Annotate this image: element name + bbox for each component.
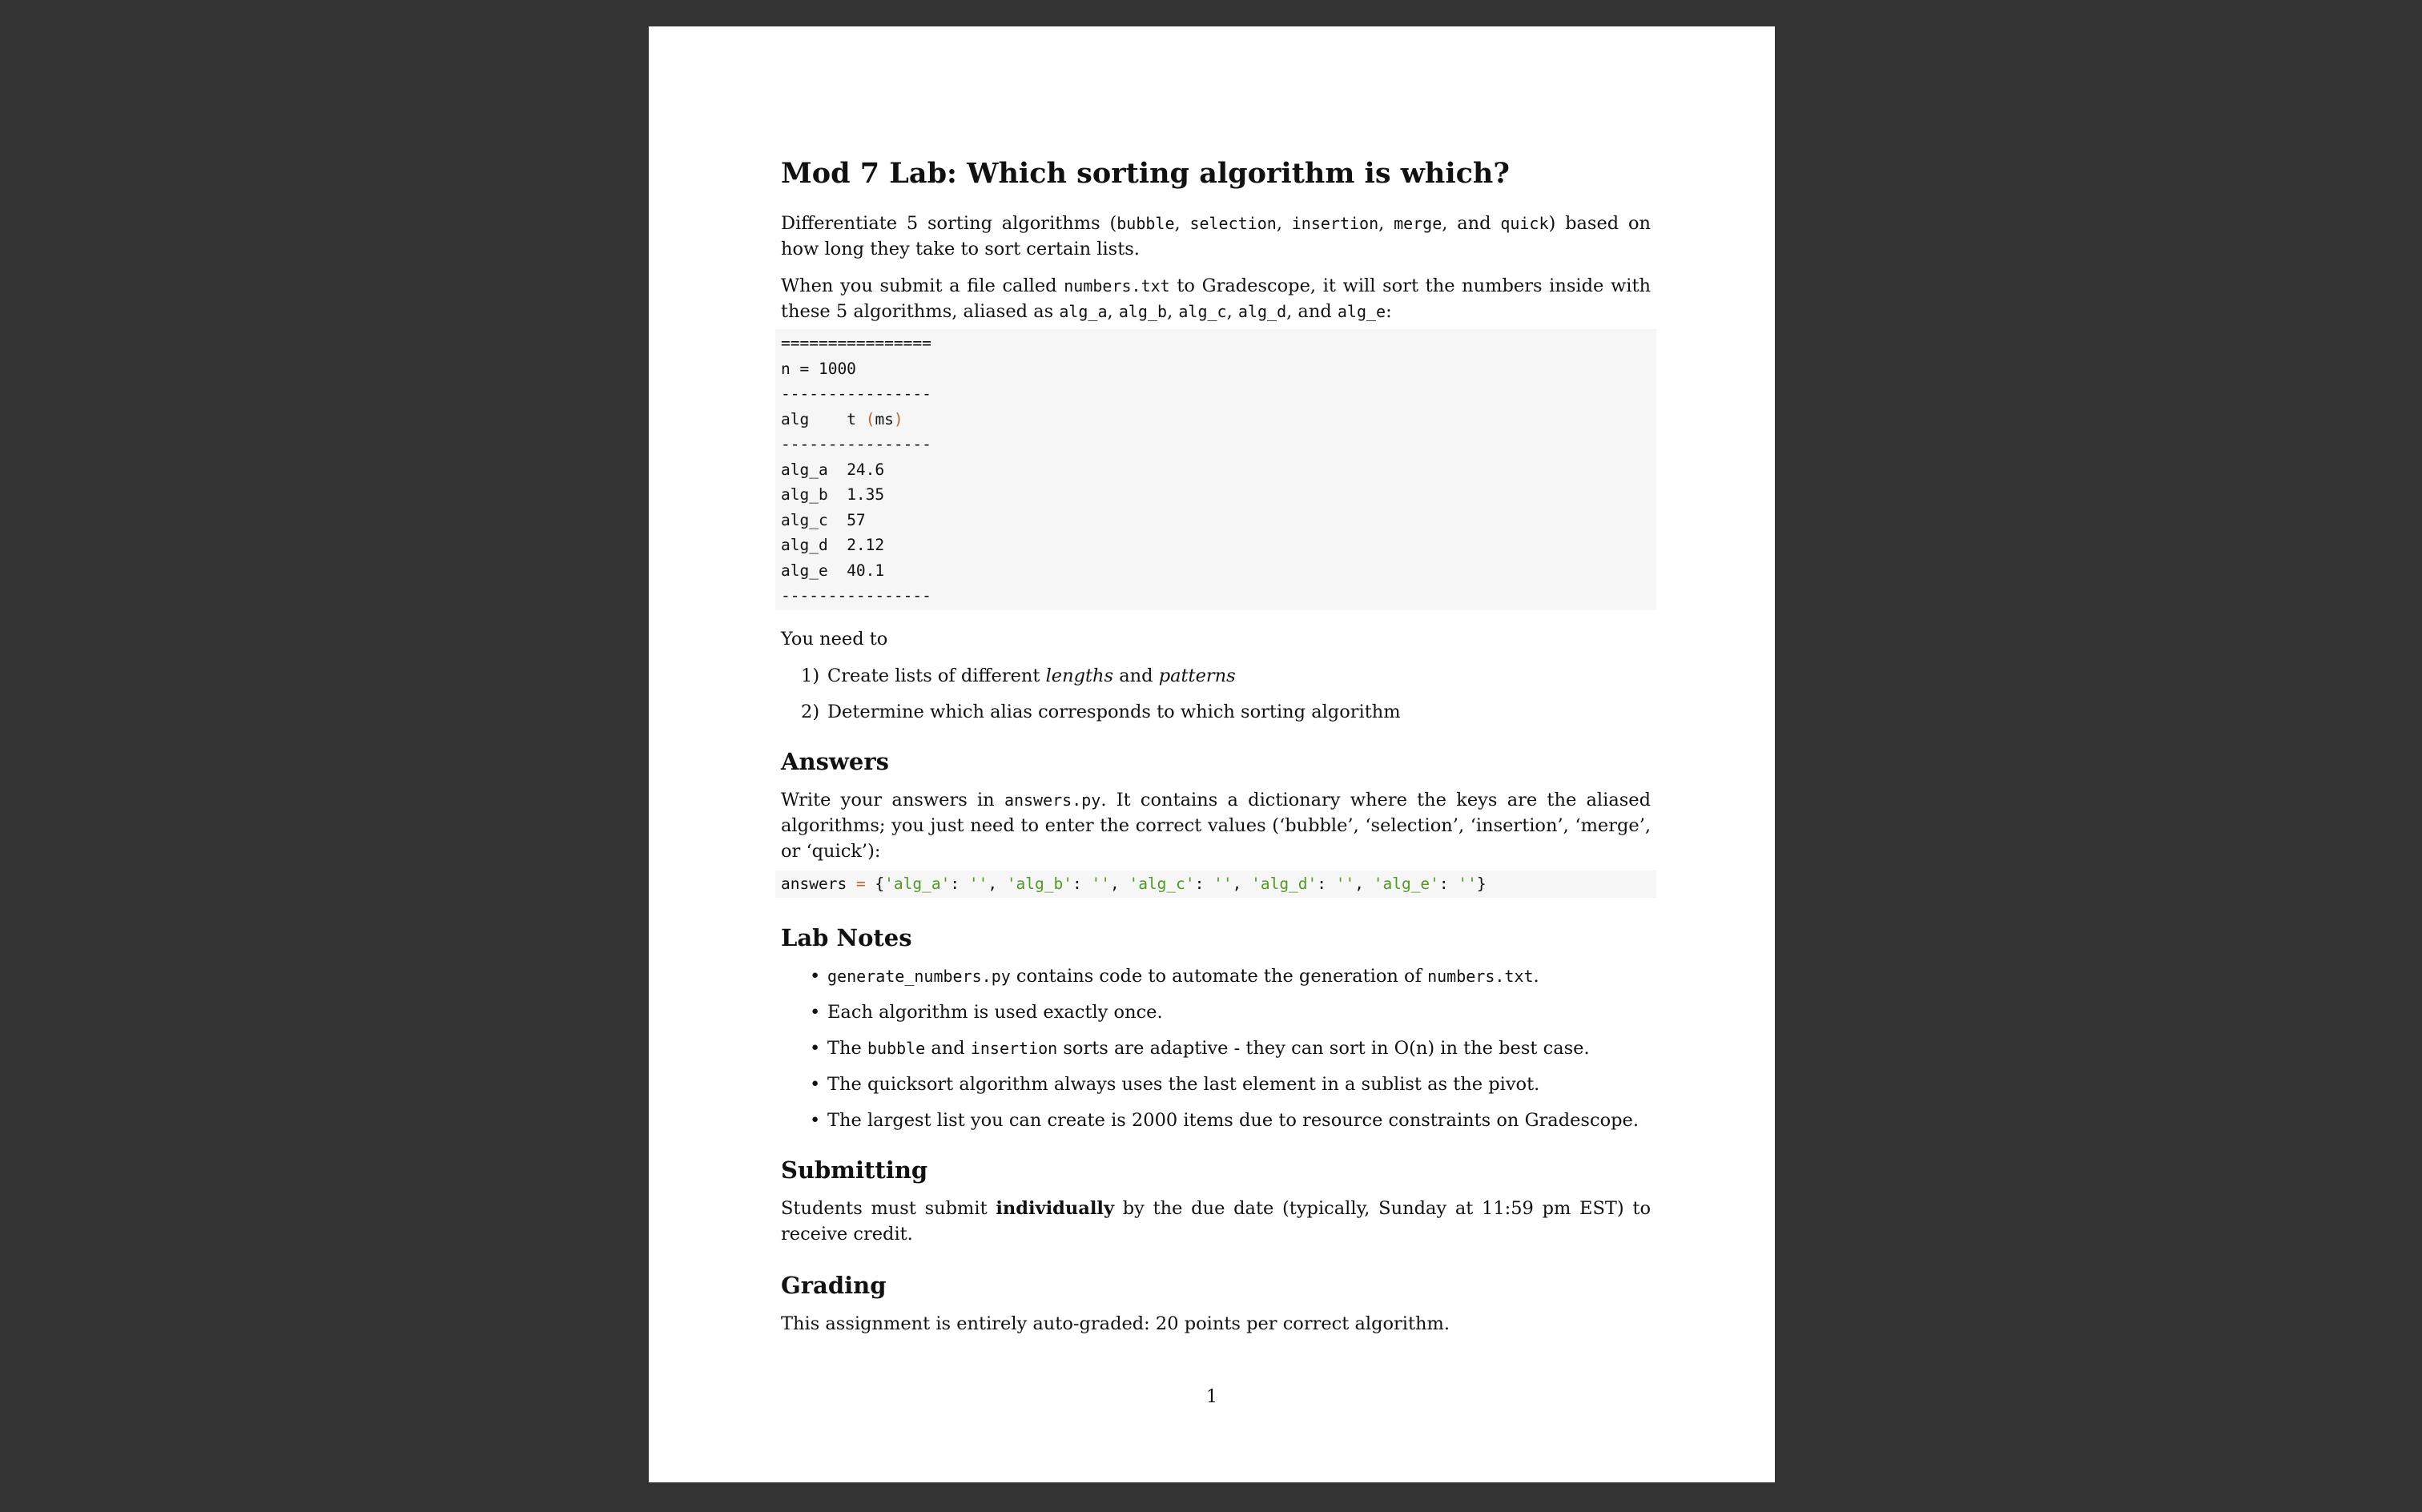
inline-code: answers.py (1004, 790, 1101, 810)
text: Create lists of different (827, 665, 1046, 686)
inline-code: merge (1394, 214, 1442, 233)
inline-code: bubble (867, 1038, 926, 1058)
list-item (781, 1108, 1651, 1133)
text: and (1113, 665, 1159, 686)
timing-row (781, 533, 1651, 558)
text: Differentiate 5 sorting algorithms ( (781, 213, 1117, 234)
lab-notes-heading: Lab Notes (781, 923, 912, 951)
code-operator: = (855, 874, 866, 893)
submitting-paragraph (781, 1196, 1651, 1247)
text: and (925, 1037, 971, 1059)
answers-code-block: answers = {'alg_a': '', 'alg_b': '', 'alg_c': '', 'alg_d': '', 'alg_e': ''} (775, 871, 1656, 898)
code-variable: answers (781, 874, 847, 893)
text: contains code to automate the generation of (1010, 965, 1428, 987)
inline-code: numbers.txt (1064, 276, 1170, 296)
timing-row (781, 558, 1651, 584)
answers-paragraph (781, 787, 1651, 864)
text: Write your answers in (781, 789, 1004, 810)
code-value: '' (968, 874, 988, 893)
inline-code: quick (1500, 214, 1549, 233)
paren: ) (893, 409, 903, 428)
bold-text: individually (996, 1197, 1115, 1219)
text: ) based on how long they take to sort certain lists. (781, 213, 1651, 259)
inline-code: insertion (1291, 214, 1379, 233)
timing-rows (781, 457, 1651, 584)
list-item: • generate_numbers.py contains code to automate the generation of numbers.txt. (781, 963, 1651, 989)
code-key: 'alg_d' (1251, 874, 1318, 893)
timing-row (781, 482, 1651, 508)
alg-time: 57 (847, 510, 866, 529)
text: Determine which alias corresponds to which sorting algorithm (827, 701, 1401, 722)
text: The quicksort algorithm always uses the last element in a sublist as the pivot. (827, 1073, 1540, 1095)
alg-time: 24.6 (847, 460, 885, 479)
inline-code: alg_e (1337, 302, 1386, 321)
intro-paragraph-1: Differentiate 5 sorting algorithms (bubble, selection, insertion, merge, and quick) based on how long they take to sort certain lists. (781, 213, 1651, 259)
inline-code: selection (1189, 214, 1277, 233)
code-key: 'alg_b' (1006, 874, 1072, 893)
bullet: • (810, 1037, 821, 1059)
header-unit: ms (875, 409, 894, 428)
task-list (781, 663, 1651, 725)
header-alg: alg (781, 409, 810, 428)
submitting-heading: Submitting (781, 1156, 928, 1184)
bullet: • (810, 965, 821, 987)
lab-notes-list (781, 963, 1651, 1133)
inline-code: alg_b (1118, 302, 1168, 321)
rule-line: ---------------- (781, 586, 931, 605)
alg-time: 2.12 (847, 536, 885, 554)
header-line (781, 407, 1651, 432)
n-line: n = 1000 (781, 359, 856, 378)
code-key: 'alg_e' (1373, 874, 1439, 893)
rule-line: ---------------- (781, 435, 931, 453)
alg-alias: alg_d (781, 536, 828, 554)
alg-time: 1.35 (847, 485, 885, 504)
page-number: 1 (1206, 1387, 1217, 1407)
bullet: • (810, 1073, 821, 1095)
text: Students must submit (781, 1197, 996, 1219)
timing-output-block (775, 329, 1656, 610)
list-item (781, 1035, 1651, 1061)
alg-alias: alg_e (781, 561, 828, 580)
emphasis: patterns (1158, 665, 1236, 686)
need-lead: You need to (781, 628, 888, 649)
item-number: 1) (801, 665, 820, 686)
code-value: '' (1335, 874, 1355, 893)
text: The (827, 1037, 867, 1059)
code-value: '' (1091, 874, 1110, 893)
text: Each algorithm is used exactly once. (827, 1001, 1163, 1023)
timing-row (781, 457, 1651, 483)
inline-code: generate_numbers.py (827, 966, 1011, 986)
inline-code: alg_a (1059, 302, 1108, 321)
document-page (649, 26, 1775, 1482)
intro-paragraph-2: When you submit a file called numbers.txt to Gradescope, it will sort the numbers inside with these 5 algorithms, aliased as alg_a, alg_b, alg_c, alg_d, and alg_e: (781, 275, 1651, 322)
inline-code: bubble (1116, 214, 1175, 233)
alg-alias: alg_a (781, 460, 828, 479)
emphasis: lengths (1045, 665, 1114, 686)
bullet: • (810, 1001, 821, 1023)
code-value: '' (1458, 874, 1477, 893)
bullet: • (810, 1109, 821, 1131)
header-t: t (847, 409, 866, 428)
list-item (781, 1072, 1651, 1097)
inline-code: insertion (970, 1038, 1058, 1058)
text: sorts are adaptive - they can sort in O(n) in the best case. (1057, 1037, 1590, 1059)
text: to Gradescope, it will sort the numbers inside with these 5 algorithms, aliased as (781, 275, 1651, 322)
list-item (781, 999, 1651, 1025)
text: When you submit a file called (781, 275, 1064, 296)
paren: ( (865, 409, 875, 428)
alg-time: 40.1 (847, 561, 885, 580)
code-key: 'alg_c' (1129, 874, 1195, 893)
code-value: '' (1213, 874, 1233, 893)
code-key: 'alg_a' (884, 874, 951, 893)
list-item (781, 663, 1651, 689)
alg-alias: alg_b (781, 485, 828, 504)
text: by the due date (typically, Sunday at 11:59 pm EST) to receive credit. (781, 1197, 1651, 1245)
inline-code: alg_c (1178, 302, 1227, 321)
rule-line: ================ (781, 334, 931, 352)
text: The largest list you can create is 2000 items due to resource constraints on Gradescope. (827, 1109, 1639, 1131)
grading-paragraph: This assignment is entirely auto-graded: 20 points per correct algorithm. (781, 1313, 1450, 1334)
list-item (781, 699, 1651, 725)
alg-alias: alg_c (781, 510, 828, 529)
page-content (781, 151, 1651, 1348)
page-title: Mod 7 Lab: Which sorting algorithm is which? (781, 157, 1510, 190)
inline-code: alg_d (1237, 302, 1287, 321)
rule-line: ---------------- (781, 384, 931, 403)
inline-code: numbers.txt (1427, 966, 1534, 986)
answers-heading: Answers (781, 747, 889, 775)
text: . It contains a dictionary where the keys are the aliased algorithms; you just need to enter the correct values (‘bubble’, ‘selection’, ‘insertion’, ‘merge’, or ‘quick’): (781, 789, 1651, 862)
timing-row (781, 508, 1651, 533)
item-number: 2) (801, 701, 820, 722)
grading-heading: Grading (781, 1271, 887, 1299)
